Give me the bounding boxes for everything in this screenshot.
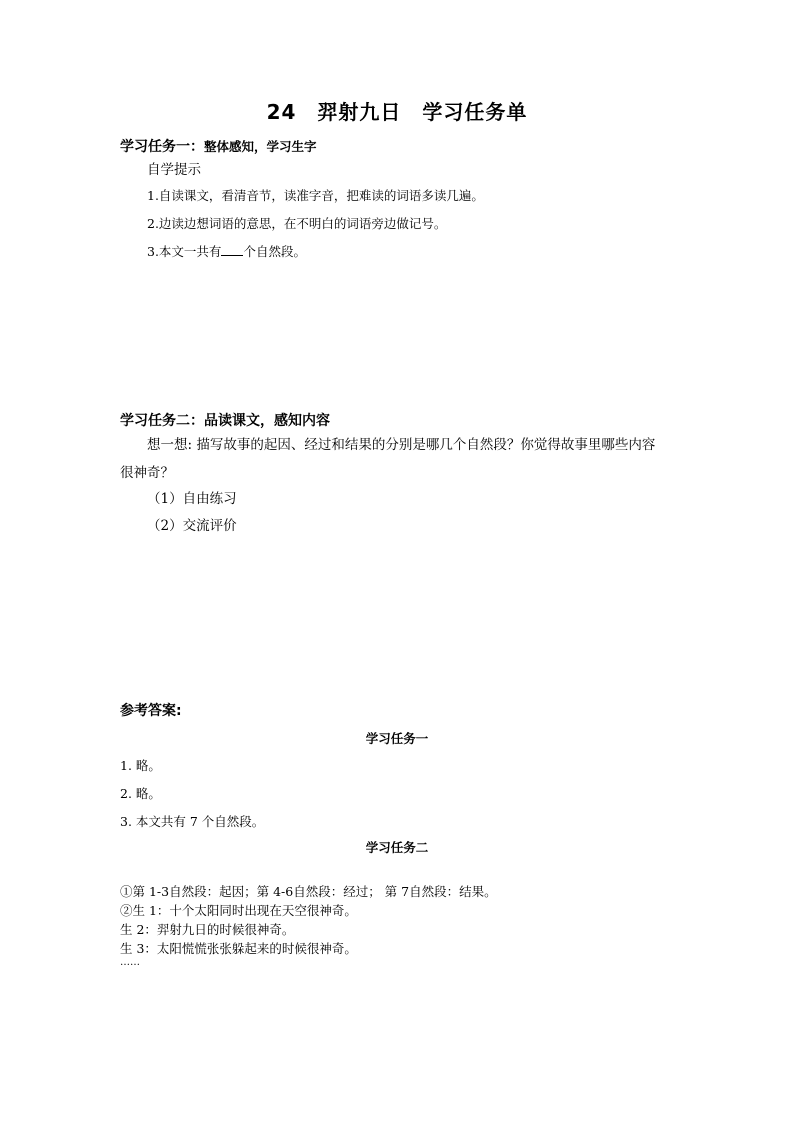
task2-prompt-line2: 很神奇？ <box>120 465 174 481</box>
answers-task1-item-1: 1. 略。 <box>120 758 161 773</box>
task1-heading-text: 整体感知，学习生字 <box>204 139 317 154</box>
answers-task1-title: 学习任务一 <box>365 731 429 746</box>
answers-heading: 参考答案: <box>120 703 182 719</box>
task1-item-3 <box>147 242 306 260</box>
task1-item-3-before: 3.本文一共有 <box>147 244 222 259</box>
task2-step-2: （2）交流评价 <box>147 518 237 534</box>
answers-task1-item-3: 3. 本文共有 7 个自然段。 <box>120 814 265 829</box>
answer-blank[interactable] <box>221 243 243 256</box>
answers-task2-line-4: 生 3：太阳慌慌张张躲起来的时候很神奇。 <box>120 941 357 956</box>
answers-task2-title: 学习任务二 <box>365 840 429 855</box>
task1-hint-title: 自学提示 <box>147 162 201 178</box>
task1-heading <box>120 136 317 156</box>
answers-task1-item-2: 2. 略。 <box>120 786 161 801</box>
answers-task2-line-1: ①第 1-3自然段：起因；第 4-6自然段：经过； 第 7自然段：结果。 <box>120 884 497 899</box>
task1-item-2: 2.边读边想词语的意思，在不明白的词语旁边做记号。 <box>147 216 447 231</box>
answers-task2-ellipsis: …… <box>120 957 140 968</box>
task1-item-1: 1.自读课文，看清音节，读准字音，把难读的词语多读几遍。 <box>147 188 484 203</box>
task2-heading: 学习任务二：品读课文，感知内容 <box>120 413 330 429</box>
task2-step-1: （1）自由练习 <box>147 491 237 507</box>
page-title: 24 羿射九日 学习任务单 <box>266 100 528 124</box>
task1-item-3-after: 个自然段。 <box>243 244 306 259</box>
answers-task2-line-2: ②生 1：十个太阳同时出现在天空很神奇。 <box>120 903 357 918</box>
task1-heading-label: 学习任务一： <box>120 139 204 155</box>
answers-task2-line-3: 生 2：羿射九日的时候很神奇。 <box>120 922 295 937</box>
task2-prompt-line1: 想一想: 描写故事的起因、经过和结果的分别是哪几个自然段？你觉得故事里哪些内容 <box>147 437 656 453</box>
